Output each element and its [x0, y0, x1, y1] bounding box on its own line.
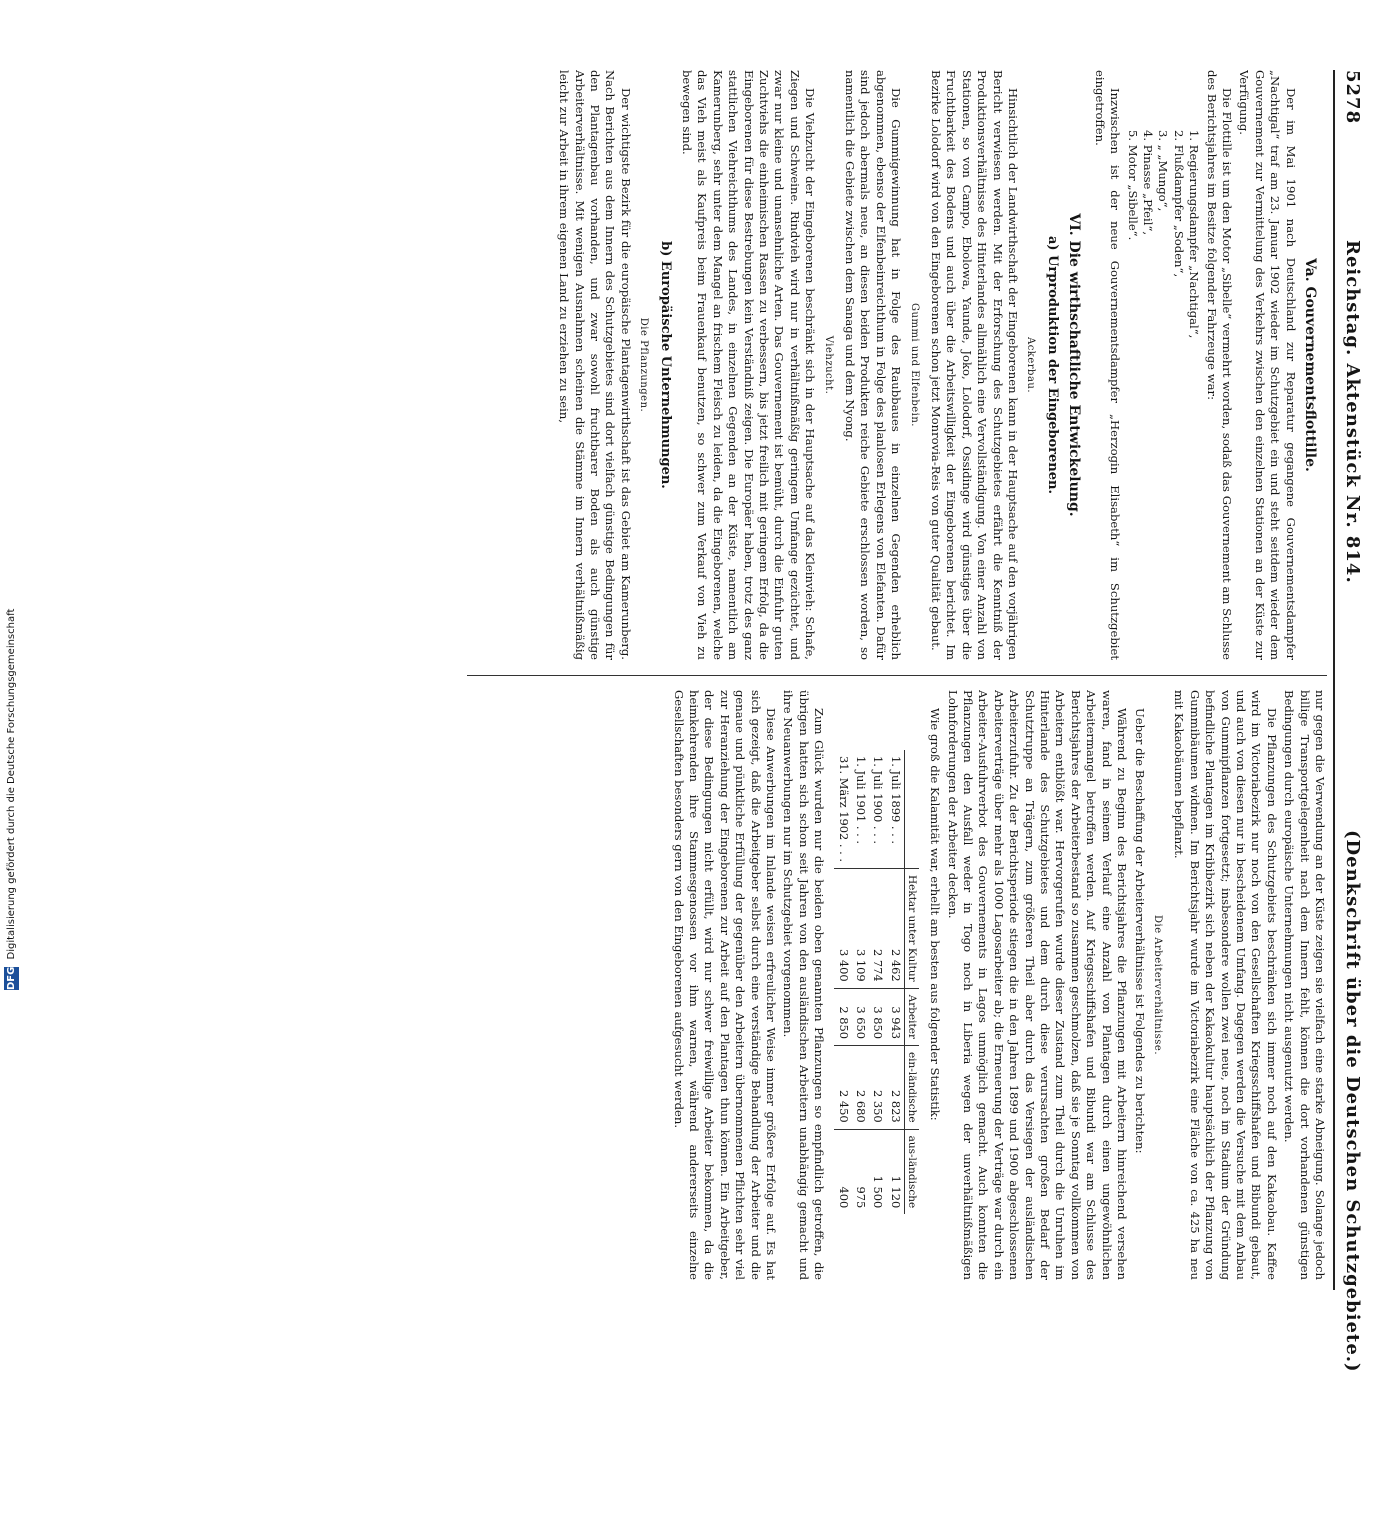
- table-cell: 3 400: [834, 868, 851, 988]
- heading-flottille: Va. Gouvernementsflottille.: [1302, 258, 1318, 472]
- table-cell: 3 650: [852, 988, 869, 1045]
- column-right: [447, 690, 1327, 1280]
- header-rule: [1333, 70, 1335, 1290]
- fleet-list: [1124, 130, 1201, 660]
- table-cell: 2 823: [886, 1045, 904, 1129]
- table-cell: 1 120: [886, 1129, 904, 1214]
- table-cell: 2 450: [834, 1045, 851, 1129]
- column-left: [447, 70, 1327, 660]
- heading-urproduktion: a) Urproduktion der Eingeborenen.: [1044, 235, 1060, 494]
- table-cell: 2 774: [869, 868, 886, 988]
- paragraph: Der im Mai 1901 nach Deutschland zur Reparatur gegangene Gouvernementsdampfer „Nachtigal“ traf am 23. Januar 1902 wieder im Schutzgebiet ein und steht seitdem wieder dem Gouvernement zur Vermittelung des Verkehrs zwischen den einzelnen Stationen an der Küste zur Verfügung.: [1237, 70, 1298, 660]
- table-cell: 400: [834, 1129, 851, 1214]
- table-cell: 2 680: [852, 1045, 869, 1129]
- table-cell: 3 109: [852, 868, 869, 988]
- list-item: 5. Motor „Sibelle“.: [1125, 130, 1140, 241]
- paragraph: Der wichtigste Bezirk für die europäische Plantagenwirthschaft ist das Gebiet am Kamerunberg. Nach Berichten aus dem Innern des Schutzgebietes sind dort vielfach günstige Bedingungen für den Plantagenbau vorhanden, und zwar sowohl fruchtbarer Boden als auch günstige Arbeiterverhältnisse. Mit wenigen Ausnahmen scheinen die Stämme im Innern verhältnißmäßig leicht zur Arbeit in ihrem eigenen Land zu erziehen zu sein,: [557, 70, 633, 660]
- paragraph: nur gegen die Verwendung an der Küste zeigen sie vielfach eine starke Abneigung. Solange jedoch billige Transportgelegenheit nach dem Innern fehlt, können die dort vorhandenen günstigen Bedingungen durch europäische Unternehmungen nicht ausgenutzt werden.: [1282, 690, 1327, 1280]
- paragraph: Inzwischen ist der neue Gouvernementsdampfer „Herzogin Elisabeth“ im Schutzgebiet eingetroffen.: [1092, 70, 1123, 660]
- table-cell: 2 850: [834, 988, 851, 1045]
- heading-europaeische: b) Europäische Unternehmungen.: [657, 241, 673, 489]
- list-item: 2. Flußdampfer „Soden“,: [1171, 130, 1186, 278]
- subheading-viehzucht: Viehzucht.: [822, 335, 834, 395]
- subheading-gummi: Gummi und Elfenbein.: [908, 303, 920, 427]
- table-row: [869, 750, 886, 1214]
- table-cell: 1. Juli 1900 . . .: [871, 756, 886, 845]
- paragraph: Während zu Beginn des Berichtsjahres die Pflanzungen mit Arbeitern hinreichend versehen waren, fand in seinem Verlauf eine Anzahl von Plantagen durch einen ungewöhnlichen Arbeitermangel betroffen werden. Auf Kriegsschiffshafen und Bibundi war am Schlusse des Berichtsjahres der Arbeiterbestand so zusammen geschmolzen, daß sie je Sonntag vollkommen von Arbeitern entblößt war. Hervorgerufen wurde dieser Zustand zum Theil durch die Unruhen im Hinterlande des Schutzgebietes und dem durch diese verursachten großen Bedarf der Schutztruppe an Trägern, zum größeren Theil aber durch das Versiegen der ausländischen Arbeiterzufuhr. Zu der Berichtsperiode stiegen die in den Jahren 1899 und 1900 abgeschlossenen Arbeiterverträge über mehr als 1000 Lagosarbeiter ab; die Erneuerung der Verträge war durch ein Arbeiter-Ausfuhrverbot des Gouvernements in Lagos unmöglich gemacht. Auch konnten die Pflanzungen den Ausfall weder in Togo noch in Liberia wegen der unverhältnißmäßigen Lohnforderungen der Arbeiter decken.: [945, 690, 1130, 1280]
- paragraph: Ueber die Beschaffung der Arbeiterverhältnisse ist Folgendes zu berichten:: [1132, 708, 1147, 1154]
- subheading-ackerbau: Ackerbau.: [1025, 336, 1037, 394]
- table-row: [852, 750, 869, 1214]
- table-cell: 2 350: [869, 1045, 886, 1129]
- list-item: 4. Pinasse „Pfeil“,: [1140, 130, 1155, 236]
- heading-section-vi: VI. Die wirthschaftliche Entwickelung.: [1066, 213, 1083, 517]
- table-header: Arbeiter: [904, 988, 919, 1045]
- paragraph: Wie groß die Kalamität war, erhellt am besten aus folgender Statistik:: [928, 708, 943, 1121]
- table-cell: 3 943: [886, 988, 904, 1045]
- header-title: Reichstag. Aktenstück Nr. 814.: [1342, 240, 1363, 584]
- paragraph: Die Gummigewinnung hat in Folge des Raubbaues in einzelnen Gegenden erheblich abgenommen, ebenso der Elfenbeinreichthum in Folge des planlosen Erlegens von Elefanten. Dafür sind jedoch abermals neue, an diesen beiden Produkten reiche Gebiete erschlossen worden, so namentlich die Gebiete zwischen dem Sanaga und dem Nyong.: [843, 70, 904, 660]
- statistics-table: [834, 750, 919, 1214]
- table-header: [904, 750, 919, 868]
- header-subtitle: (Denkschrift über die Deutschen Schutzgebiete.): [1342, 830, 1363, 1373]
- table-header-row: [904, 750, 919, 1214]
- column-divider: [467, 675, 1327, 676]
- paragraph: Hinsichtlich der Landwirthschaft der Eingeborenen kann in der Hauptsache auf den vorjährigen Bericht verwiesen werden. Mit der Erforschung des Schutzgebietes erfährt die Kenntniß der Produktionsverhältnisse des Hinterlandes allmählich eine Vervollständigung. Von einer Anzahl von Stationen, so von Campo, Ebolowa, Yaunde, Joko, Lolodorf, Ossidinge wird günstiges über die Fruchtbarkeit des Bodens und auch über die Arbeitswilligkeit der Eingeborenen berichtet. Im Bezirke Lolodorf wird von den Eingeborenen schon jetzt Monrovia-Reis von guter Qualität gebaut.: [929, 70, 1021, 660]
- table-row: [834, 750, 851, 1214]
- table-header: ein-ländische: [904, 1045, 919, 1129]
- paragraph: Die Pflanzungen des Schutzgebiets beschränken sich immer noch auf den Kakaobau. Kaffee wird im Victoriabezirk nur noch von den Gesellschaften Kriegsschiffshafen und Bibundi gebaut, und auch von diesen nur in bescheidenem Umfang. Dagegen werden die Versuche mit dem Anbau von Gummipflanzen fortgesetzt; insbesondere wollen zwei neue, noch im Stadium der Gründung befindliche Plantagen im Kribibezirk sich neben der Kakaokultur hauptsächlich der Pflanzung von Gummibäumen widmen. Im Berichtsjahr wurde im Victoriabezirk eine Fläche von ca. 425 ha neu mit Kakaobäumen bepflanzt.: [1172, 690, 1279, 1280]
- list-item: 1. Regierungsdampfer „Nachtigal“,: [1187, 130, 1202, 339]
- dfg-logo: DFG: [6, 966, 17, 990]
- paragraph: Die Viehzucht der Eingeborenen beschränkt sich in der Hauptsache auf das Kleinvieh: Schafe, Ziegen und Schweine. Rindvieh wird nur in verhältnißmäßig geringem Umfange gezüchtet, und zwar nur kleine und unansehnliche Arten. Das Gouvernement ist bemüht, durch die Einfuhr guten Zuchtviehs die einheimischen Rassen zu verbessern, bis jetzt freilich mit geringem Erfolg, da die Eingeborenen für diese Bestrebungen kein Verständniß zeigen. Die Europäer haben, trotz des ganz stattlichen Viehreichthums des Landes, in einzelnen Gegenden an der Küste, namentlich am Kamerunberg, sehr unter dem Mangel an frischem Fleisch zu leiden, da die Eingeborenen, welche das Vieh meist als Kaufpreis beim Frauenkauf benutzen, so schwer zum Verkauf von Vieh zu bewegen sind.: [679, 70, 818, 660]
- table-cell: 3 850: [869, 988, 886, 1045]
- paragraph: Die Flottille ist um den Motor „Sibelle“ vermehrt worden, sodaß das Gouvernement am Schlusse des Berichtsjahres im Besitze folgender Fahrzeuge war:: [1204, 70, 1234, 660]
- table-cell: 2 462: [886, 868, 904, 988]
- list-item: 3. „ „Mungo“,: [1156, 130, 1171, 212]
- table-row: [886, 750, 904, 1214]
- paragraph: Zum Glück wurden nur die beiden oben genannten Pflanzungen so empfindlich getroffen, die übrigen hatten sich schon seit Jahren von den ausländischen Arbeitern unabhängig gemacht und ihre Neuanwerbungen nur im Schutzgebiet vorgenommen.: [781, 690, 827, 1280]
- subheading-arbeiter: Die Arbeiterverhältnisse.: [1151, 914, 1163, 1055]
- paragraph: Diese Anwerbungen im Inlande weisen erfreulicher Weise immer größere Erfolge auf. Es hat sich gezeigt, daß die Arbeitgeber selbst durch eine verständige Behandlung der Arbeiter und die genaue und pünktliche Erfüllung der gegenüber den Arbeitern übernommenen Pflichten sehr viel zur Heranziehung der Eingeborenen zur Arbeit auf den Plantagen thun können. Ein Arbeitgeber, der diese Bedingungen nicht erfüllt, wird nur schwer freiwillige Arbeiter bekommen, da die heimkehrenden ihre Stammesgenossen vor ihm warnen, während andererseits einzelne Gesellschaften besonders gern von den Eingeborenen aufgesucht werden.: [671, 690, 778, 1280]
- table-cell: 1 500: [869, 1129, 886, 1214]
- side-note-text: Digitalisierung gefördert durch die Deutsche Forschungsgemeinschaft: [6, 608, 17, 960]
- table-cell: 1. Juli 1901 . . .: [854, 756, 869, 845]
- table-header: aus-ländische: [904, 1129, 919, 1214]
- table-header: Hektar unter Kultur: [904, 868, 919, 988]
- subheading-pflanzungen: Die Pflanzungen.: [638, 317, 650, 413]
- table-cell: 31. März 1902 . . .: [836, 756, 851, 862]
- page-number: 5278: [1342, 70, 1363, 125]
- table-cell: 975: [852, 1129, 869, 1214]
- table-cell: 1. Juli 1899 . . .: [888, 756, 903, 845]
